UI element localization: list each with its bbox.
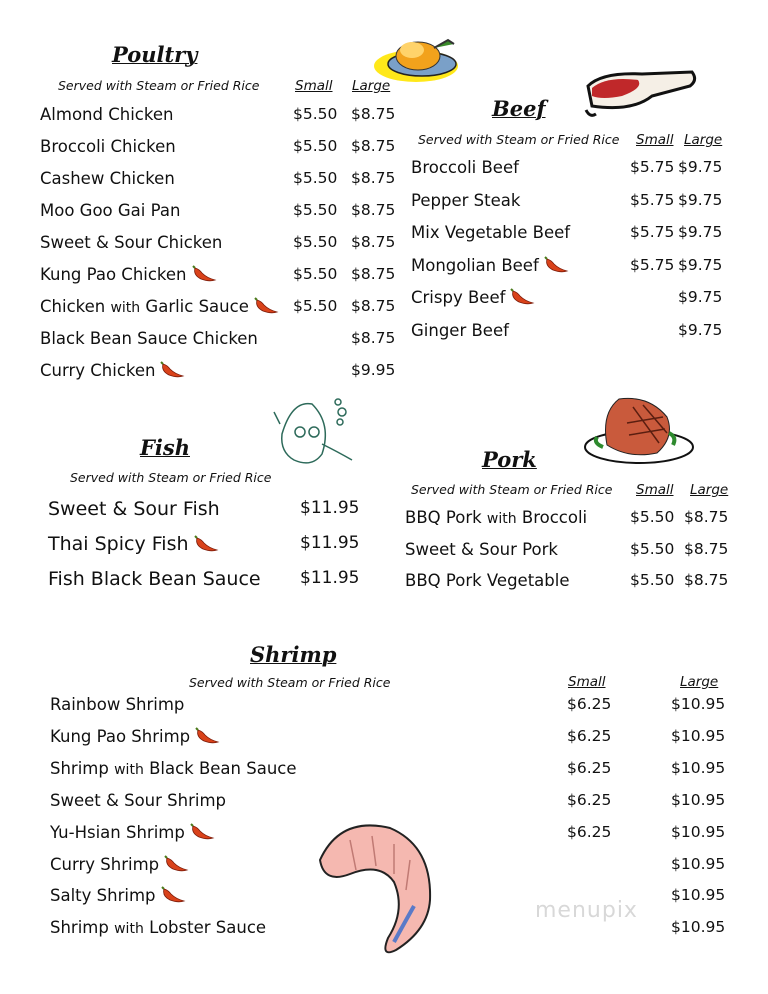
item-name-text: Thai Spicy Fish [48, 533, 189, 555]
large-column-header: Large [690, 482, 729, 498]
pork-roast-icon [583, 393, 695, 469]
small-price: $5.75 [630, 223, 675, 242]
item-name-text: Broccoli Chicken [40, 137, 176, 156]
menu-item-name [48, 533, 219, 555]
small-price: $5.75 [630, 158, 675, 176]
menu-item-name [411, 191, 520, 210]
large-price: $10.95 [671, 918, 726, 937]
item-name-text: Almond Chicken [40, 105, 174, 124]
small-column-header: Small [636, 132, 674, 148]
large-price: $8.75 [351, 233, 396, 251]
large-price: $10.95 [671, 854, 726, 873]
small-column-header: Small [636, 482, 674, 498]
item-name-text: Curry Shrimp [50, 854, 160, 874]
small-price: $6.25 [567, 790, 612, 809]
large-price: $8.75 [684, 539, 729, 558]
menu-item-name [411, 288, 535, 307]
fish-subtitle: Served with Steam or Fried Rice [70, 470, 272, 485]
chili-pepper-icon [194, 727, 220, 745]
item-name-text: Moo Goo Gai Pan [40, 201, 181, 220]
chili-pepper-icon [191, 265, 217, 283]
small-column-header: Small [295, 78, 333, 94]
item-name-text: BBQ Pork Vegetable [405, 571, 570, 590]
item-name-text: BBQ Pork [405, 508, 482, 527]
large-price: $9.75 [678, 255, 723, 274]
menu-item-name [411, 256, 569, 275]
small-price: $5.75 [630, 190, 675, 209]
small-price: $5.50 [293, 105, 338, 123]
small-price: $5.50 [293, 201, 338, 219]
menu-item-name [50, 855, 189, 874]
item-name-text: Shrimp [50, 758, 109, 778]
small-price: $5.50 [630, 571, 675, 589]
beef-subtitle: Served with Steam or Fried Rice [418, 132, 620, 147]
large-price: $8.75 [351, 201, 396, 219]
large-price: $8.75 [351, 137, 396, 155]
menu-item-name [50, 695, 184, 714]
menu-item-name [50, 886, 186, 905]
large-price: $8.75 [351, 105, 396, 123]
menu-item-name [411, 158, 519, 177]
item-name-text: Sweet & Sour Chicken [40, 233, 223, 252]
large-price: $9.75 [678, 158, 723, 176]
item-name-text: Black Bean Sauce Chicken [40, 329, 258, 348]
steak-icon [582, 66, 700, 122]
large-price: $9.75 [678, 321, 723, 339]
menu-item-name [40, 233, 222, 252]
small-price: $5.50 [630, 539, 675, 558]
large-price: $8.75 [351, 265, 396, 283]
item-name-text: Broccoli [521, 508, 588, 527]
menu-item-name [48, 568, 261, 590]
item-name-text: Yu-Hsian Shrimp [50, 822, 185, 842]
menu-item-name [405, 508, 587, 527]
large-price: $10.95 [671, 790, 726, 809]
chili-pepper-icon [163, 855, 189, 873]
shrimp-title: Shrimp [250, 642, 337, 667]
small-price: $5.50 [293, 169, 338, 187]
menu-item-name [40, 329, 258, 348]
small-price: $6.25 [567, 695, 612, 713]
small-price: $5.75 [630, 255, 675, 274]
item-name-text: Ginger Beef [411, 321, 509, 340]
menu-item-name [40, 361, 185, 380]
chili-pepper-icon [509, 288, 535, 306]
item-name-connector: with [110, 300, 141, 316]
chili-pepper-icon [159, 361, 185, 379]
item-name-text: Black Bean Sauce [149, 758, 297, 778]
menu-item-name [50, 727, 220, 746]
small-price: $5.50 [293, 233, 338, 251]
item-name-text: Kung Pao Chicken [40, 265, 187, 284]
menu-item-name [50, 791, 226, 810]
small-price: $5.50 [293, 297, 338, 315]
large-price: $11.95 [300, 498, 360, 518]
menu-item-name [40, 105, 173, 124]
chili-pepper-icon [189, 823, 215, 841]
large-price: $10.95 [671, 726, 726, 745]
item-name-connector: with [114, 761, 144, 778]
menu-item-name [40, 137, 176, 156]
large-price: $11.95 [300, 568, 360, 588]
menu-item-name [50, 823, 215, 842]
menu-item-name [48, 498, 220, 520]
pork-title: Pork [482, 447, 537, 472]
large-price: $10.95 [671, 822, 726, 841]
large-price: $10.95 [671, 695, 726, 713]
chili-pepper-icon [193, 535, 219, 553]
item-name-text: Mongolian Beef [411, 255, 539, 275]
item-name-text: Broccoli Beef [411, 158, 519, 177]
item-name-text: Shrimp [50, 918, 109, 938]
item-name-text: Sweet & Sour Shrimp [50, 790, 226, 810]
fish-icon [272, 394, 358, 474]
chili-pepper-icon [253, 297, 279, 315]
menu-item-name [40, 169, 175, 188]
large-price: $9.75 [678, 223, 723, 242]
poultry-title: Poultry [112, 42, 198, 67]
item-name-text: Fish Black Bean Sauce [48, 568, 261, 590]
small-price: $5.50 [630, 508, 675, 526]
large-price: $8.75 [351, 297, 396, 315]
item-name-text: Sweet & Sour Fish [48, 498, 220, 520]
fish-title: Fish [140, 435, 190, 460]
item-name-text: Mix Vegetable Beef [411, 223, 571, 243]
poultry-subtitle: Served with Steam or Fried Rice [58, 78, 260, 93]
menu-item-name [40, 265, 217, 284]
item-name-text: Garlic Sauce [145, 297, 249, 316]
beef-title: Beef [492, 96, 546, 121]
large-column-header: Large [680, 674, 719, 690]
large-price: $10.95 [671, 886, 726, 905]
pork-subtitle: Served with Steam or Fried Rice [411, 482, 613, 497]
menu-item-name [405, 540, 558, 559]
shrimp-subtitle: Served with Steam or Fried Rice [189, 675, 391, 690]
large-price: $9.75 [678, 190, 723, 209]
item-name-text: Sweet & Sour Pork [405, 539, 558, 559]
item-name-text: Curry Chicken [40, 361, 156, 380]
large-price: $8.75 [351, 329, 396, 347]
item-name-text: Lobster Sauce [149, 918, 267, 938]
small-price: $5.50 [293, 137, 338, 155]
large-price: $8.75 [351, 169, 396, 187]
large-price: $11.95 [300, 533, 360, 553]
menu-item-name [50, 759, 297, 778]
item-name-text: Crispy Beef [411, 288, 506, 308]
chili-pepper-icon [543, 256, 569, 274]
large-column-header: Large [684, 132, 723, 148]
large-price: $8.75 [684, 508, 729, 526]
watermark: menupix [535, 898, 638, 923]
menu-item-name [40, 201, 180, 220]
roast-chicken-icon [372, 32, 464, 84]
item-name-connector: with [486, 511, 517, 527]
item-name-text: Kung Pao Shrimp [50, 726, 191, 746]
menu-item-name [405, 571, 569, 590]
menu-item-name [40, 297, 279, 316]
large-price: $8.75 [684, 571, 729, 589]
menu-item-name [411, 321, 509, 340]
menu-item-name [50, 918, 266, 937]
shrimp-icon [310, 810, 446, 960]
item-name-text: Chicken [40, 297, 106, 316]
small-price: $6.25 [567, 822, 612, 841]
large-price: $9.95 [351, 361, 396, 379]
menu-item-name [411, 223, 570, 242]
small-column-header: Small [568, 674, 606, 690]
item-name-text: Salty Shrimp [50, 886, 156, 906]
item-name-text: Pepper Steak [411, 190, 521, 210]
large-column-header: Large [352, 78, 391, 94]
small-price: $6.25 [567, 726, 612, 745]
item-name-text: Rainbow Shrimp [50, 695, 185, 714]
large-price: $10.95 [671, 758, 726, 777]
item-name-text: Cashew Chicken [40, 169, 175, 188]
small-price: $6.25 [567, 758, 612, 777]
item-name-connector: with [114, 921, 144, 938]
small-price: $5.50 [293, 265, 338, 283]
chili-pepper-icon [160, 886, 186, 904]
large-price: $9.75 [678, 288, 723, 307]
